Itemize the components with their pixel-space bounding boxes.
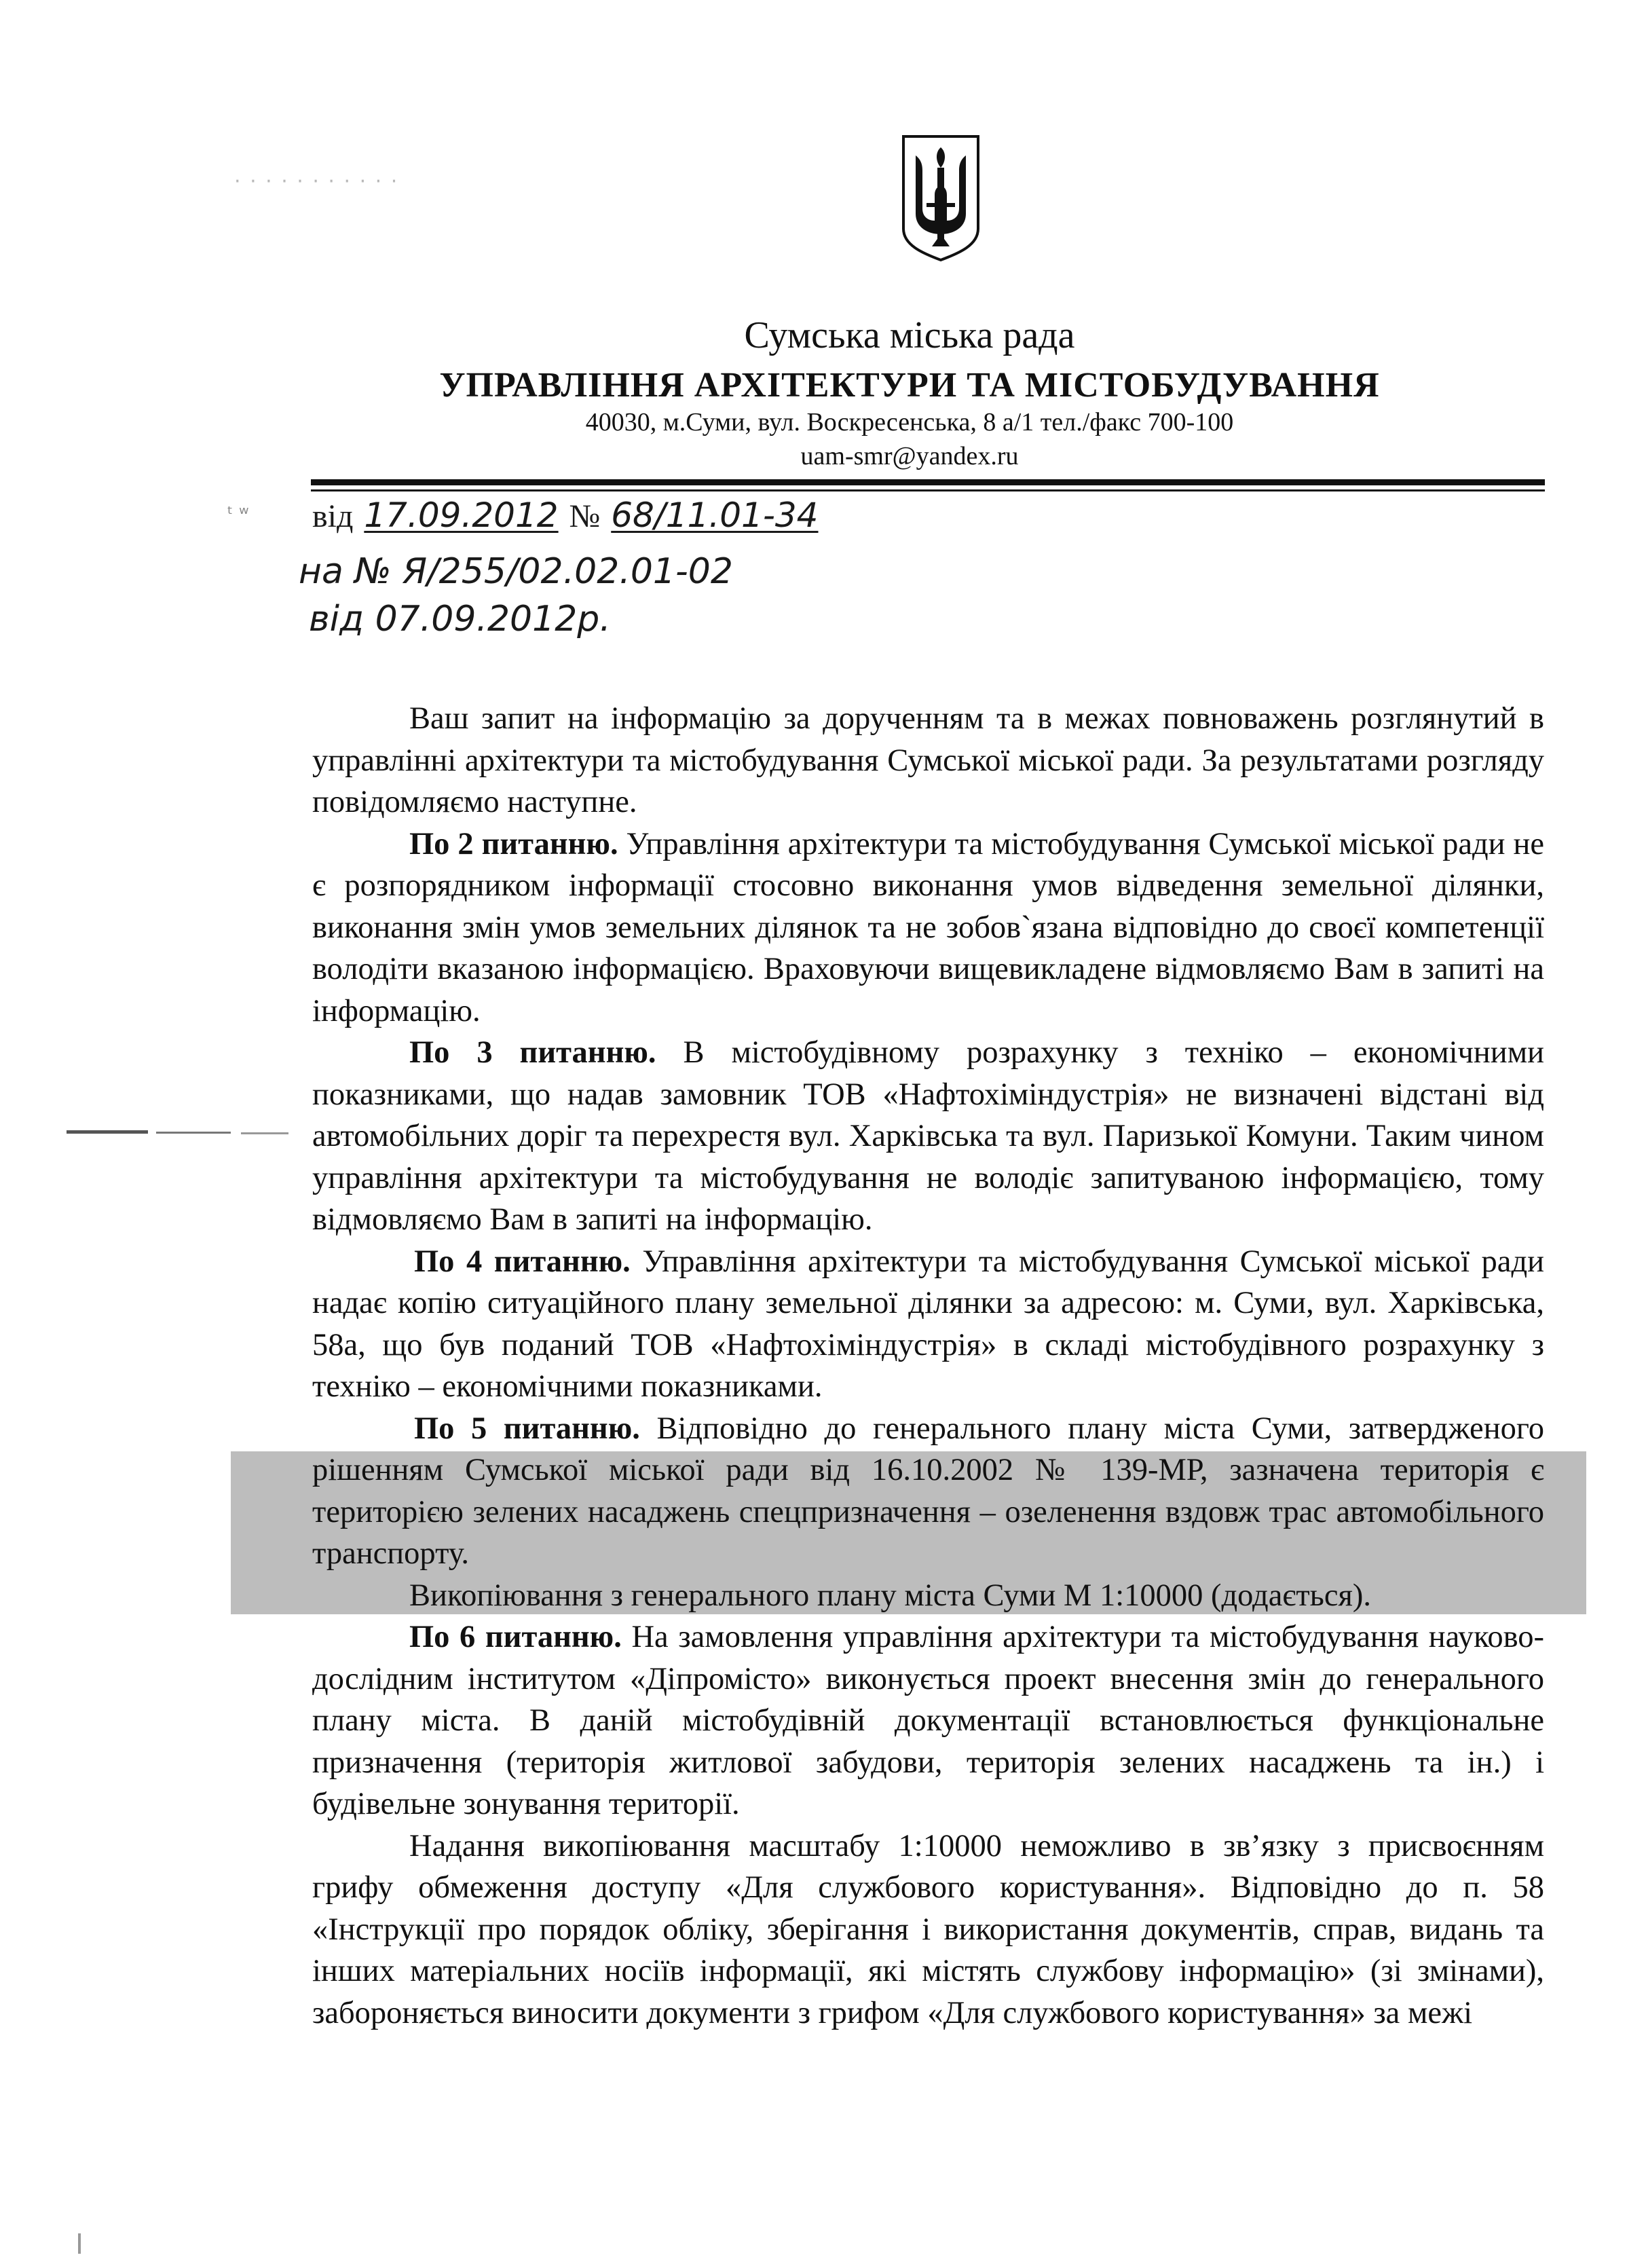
outgoing-number: 68/11.01-34: [611, 496, 819, 535]
from-label: від: [312, 498, 354, 534]
margin-mark: ᵗ ʷ: [227, 502, 249, 525]
question-4-text: Управління архітектури та містобудування Сумської міської ради надає копію ситуаційного плану земельної ділянки за адресою: м. Суми, вул. Харківська, 58а, що був поданий ТОВ «Нафтохіміндустрія» в складі містобудівного розрахунку з техніко – економічними показниками.: [312, 1244, 1544, 1404]
closing-paragraph: Надання викопіювання масштабу 1:10000 неможливо в зв’язку з присвоєнням грифу обмеження доступу «Для службового користування». Відповідно до п. 58 «Інструкції про порядок обліку, зберігання і використання документів, справ, видань та інших матеріальних носіїв інформації, які містять службову інформацію» (зі змінами), забороняється виносити документи з грифом «Для службового користування» за межі: [312, 1828, 1544, 2030]
question-6-paragraph: [312, 1616, 1544, 1825]
outgoing-registration: [312, 496, 819, 535]
trident-coat-of-arms-icon: [899, 132, 982, 263]
scan-mark: [156, 1132, 231, 1134]
question-6-label: По 6 питанню.: [409, 1620, 622, 1654]
department-address: 40030, м.Суми, вул. Воскресенська, 8 а/1 тел./факс 700-100: [585, 408, 1234, 436]
question-5-extract: Викопіювання з генерального плану міста Суми М 1:10000 (додається).: [409, 1578, 1371, 1613]
question-3-text: В містобудівному розрахунку з техніко – економічними показниками, що надав замовник ТОВ «Нафтохіміндустрія» не визначені відстані від автомобільних доріг та перехрестя вул. Харківська та вул. Паризької Комуни. Таким чином управління архітектури та містобудування не володіє запитуваною інформацією, тому відмовляємо Вам в запиті на інформацію.: [312, 1035, 1545, 1237]
question-5-paragraph: [312, 1408, 1544, 1575]
question-5-label: По 5 питанню.: [414, 1411, 640, 1446]
letter-body: [312, 698, 1544, 2034]
scan-mark: [67, 1130, 148, 1134]
question-3-label: По 3 питанню.: [409, 1035, 656, 1070]
question-4-paragraph: [312, 1241, 1544, 1408]
council-name: Сумська міська рада: [744, 314, 1075, 356]
intro-paragraph: Ваш запит на інформацію за дорученням та в межах повноважень розглянутий в управлінні архітектури та містобудування Сумської міської ради. За результатами розгляду повідомляємо наступне.: [312, 701, 1544, 819]
scan-mark: [78, 2233, 81, 2254]
department-name: УПРАВЛІННЯ АРХІТЕКТУРИ ТА МІСТОБУДУВАННЯ: [439, 366, 1380, 405]
scan-mark: [241, 1132, 288, 1134]
question-2-label: По 2 питанню.: [409, 826, 618, 861]
question-5-text: Відповідно до генерального плану міста Суми, затвердженого рішенням Сумської міської ради від 16.10.2002 № 139-МР, зазначена територія є територією зелених насаджень спецпризначення – озеленення вздовж трас автомобільного транспорту.: [312, 1411, 1544, 1571]
reply-to-number: на № Я/255/02.02.01-02: [299, 551, 733, 592]
outgoing-date: 17.09.2012: [364, 496, 559, 535]
question-2-text: Управління архітектури та містобудування Сумської міської ради не є розпорядником інформації стосовно виконання умов відведення земельної ділянки, виконання змін умов земельних ділянок та не зобов`язана відповідно до своєї компетенції володіти вказаною інформацією. Враховуючи вищевикладене відмовляємо Вам в запиті на інформацію.: [312, 826, 1545, 1028]
header-divider: [311, 479, 1545, 485]
question-3-paragraph: [312, 1032, 1544, 1241]
reply-to-date: від 07.09.2012р.: [309, 599, 611, 639]
department-email: uam-smr@yandex.ru: [800, 442, 1019, 470]
number-sign: №: [569, 498, 601, 534]
question-2-paragraph: [312, 823, 1544, 1033]
header-divider-thin: [311, 489, 1545, 491]
question-4-label: По 4 питанню.: [414, 1244, 631, 1279]
question-6-text: На замовлення управління архітектури та містобудування науково-дослідним інститутом «Діпромісто» виконується проект внесення змін до генерального плану міста. В даній містобудівній документації встановлюється функціональне призначення (територія житлової забудови, територія зелених насаджень та ін.) і будівельне зонування території.: [312, 1620, 1545, 1821]
faint-bleedthrough-text: · · · · · · · · · · ·: [234, 170, 399, 193]
